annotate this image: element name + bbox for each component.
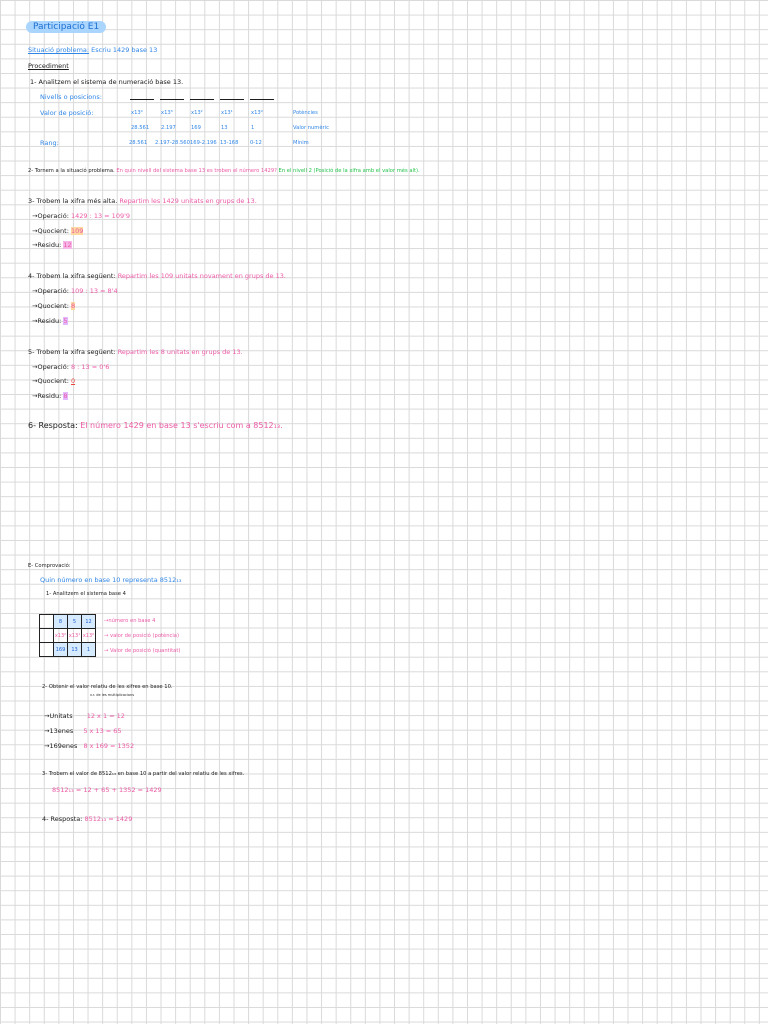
quotient-value: 8 [70, 302, 76, 310]
levels-label: Nivells o posicions: [40, 93, 102, 101]
op-value: 1429 : 13 = 109'9 [70, 212, 131, 220]
residue-value: 12 [63, 241, 72, 249]
residue-label: →Residu: [32, 241, 62, 249]
units-line [44, 712, 125, 720]
step1-heading: 1- Analitzem el sistema de numeració base 13. [30, 78, 184, 86]
range-1: 13-168 [220, 140, 239, 146]
value-2: 169 [191, 125, 201, 131]
table-cell [40, 643, 54, 657]
numeric-value-note: Valor numèric [293, 125, 329, 131]
table-digit: 8 [54, 615, 68, 629]
table-quantity: 1 [82, 643, 96, 657]
step3-quotient [32, 227, 83, 235]
check-question: Quin número en base 10 representa 8512₁₃ [40, 576, 182, 584]
step3-line [28, 197, 257, 205]
step4-text: Repartim les 109 unitats novament en grups de 13. [117, 272, 286, 280]
step3-label: 3- Trobem la xifra més alta. [28, 197, 118, 205]
table-digit: 5 [68, 615, 82, 629]
page-title [26, 14, 106, 33]
level-slot-0 [250, 99, 274, 100]
step2-answer: En el nivell 2 [278, 168, 312, 174]
situation-text: Escriu 1429 base 13 [91, 46, 158, 54]
thirteens-line [44, 727, 122, 735]
check-sub2: 2- Obtenir el valor relatiu de les xifres en base 10. [42, 684, 173, 690]
step5-line [28, 348, 243, 356]
residue-label: →Residu: [32, 392, 62, 400]
table-power: x13² [54, 629, 68, 643]
step3-residue [32, 241, 72, 249]
final-answer-value: 8512₁₃ = 1429 [84, 815, 133, 823]
base-table [39, 614, 96, 657]
power-3: x13³ [161, 110, 173, 116]
step5-text: Repartim les 8 unitats en grups de 13. [117, 348, 243, 356]
step4-op [32, 287, 118, 295]
table-digit: 12 [82, 615, 96, 629]
c169-line [44, 742, 134, 750]
check-sub2-note: v.r. de les multiplicacions [90, 693, 135, 697]
table-arrow-note-1: →número en base 4 [104, 618, 156, 624]
position-value-label: Valor de posició: [40, 109, 94, 117]
range-label: Rang: [40, 139, 59, 147]
level-slot-3 [160, 99, 184, 100]
final-answer-label: 4- Resposta: [42, 815, 83, 823]
quotient-label: →Quocient: [32, 302, 69, 310]
range-3: 2.197-28.560 [155, 140, 190, 146]
residue-label: →Residu: [32, 317, 62, 325]
power-4: x13⁴ [131, 110, 143, 116]
value-0: 1 [251, 125, 255, 131]
quotient-label: →Quocient: [32, 377, 69, 385]
c169-value: 8 x 169 = 1352 [83, 742, 135, 750]
step6-label: 6- Resposta: [28, 421, 78, 430]
step3-text: Repartim les 1429 unitats en grups de 13. [119, 197, 257, 205]
situation-line [28, 46, 157, 54]
step5-residue [32, 392, 68, 400]
level-slot-4 [130, 99, 154, 100]
power-1: x13¹ [221, 110, 233, 116]
procediment-heading: Procediment [28, 62, 69, 70]
power-2: x13² [191, 110, 203, 116]
units-value: 12 x 1 = 12 [86, 712, 125, 720]
table-quantity: 169 [54, 643, 68, 657]
check-sub1: 1- Analitzem el sistema base 4 [46, 591, 126, 597]
step3-op [32, 212, 130, 220]
step4-residue [32, 317, 68, 325]
step2-label: 2- Tornem a la situació problema. [28, 168, 115, 174]
op-label: →Operació: [32, 212, 69, 220]
table-cell [40, 615, 54, 629]
value-1: 13 [221, 125, 228, 131]
quotient-label: →Quocient: [32, 227, 69, 235]
powers-note: Potències [293, 110, 318, 116]
step4-quotient [32, 302, 75, 310]
range-4: 28.561 [129, 140, 148, 146]
step5-op [32, 363, 109, 371]
step2-note: (Posició de la xifra amb el valor més alt). [313, 168, 420, 174]
value-3: 2.197 [161, 125, 176, 131]
table-arrow-note-3: → Valor de posició (quantitat) [104, 648, 181, 654]
level-slot-2 [190, 99, 214, 100]
step2-question: En quin nivell del sistema base 13 es troben el número 1429? [116, 168, 277, 174]
minimum-note: Mínim [293, 140, 309, 146]
range-0: 0-12 [250, 140, 262, 146]
residue-value: 5 [63, 317, 68, 325]
power-0: x13⁰ [251, 110, 263, 116]
range-2: 169-2.196 [190, 140, 217, 146]
check-sub3: 3- Trobem el valor de 8512₁₃ en base 10 a partir del valor relatiu de les xifres. [42, 771, 245, 777]
op-label: →Operació: [32, 287, 69, 295]
situation-label: Situació problema: [28, 46, 90, 54]
title-text: Participació E1 [26, 21, 106, 33]
step4-label: 4- Trobem la xifra següent: [28, 272, 116, 280]
step5-label: 5- Trobem la xifra següent: [28, 348, 116, 356]
step6-text: El número 1429 en base 13 s'escriu com a 8512₁₃. [80, 421, 283, 430]
level-slot-1 [220, 99, 244, 100]
table-power: x13¹ [68, 629, 82, 643]
quotient-value: 109 [70, 227, 84, 235]
check-sum: 8512₁₃ = 12 + 65 + 1352 = 1429 [52, 786, 162, 794]
thirteens-value: 5 x 13 = 65 [83, 727, 122, 735]
op-value: 109 : 13 = 8'4 [70, 287, 118, 295]
op-label: →Operació: [32, 363, 69, 371]
check-label: E- Comprovació: [28, 563, 71, 569]
table-arrow-note-2: → valor de posició (potència) [104, 633, 180, 639]
step2-line [28, 168, 420, 174]
step5-quotient [32, 377, 75, 385]
residue-value: 8 [63, 392, 68, 400]
table-power: x13⁰ [82, 629, 96, 643]
final-answer [42, 815, 132, 823]
op-value: 8 : 13 = 0'6 [70, 363, 110, 371]
step4-line [28, 272, 286, 280]
quotient-value: 0 [70, 377, 76, 385]
c169-label: →169enes [44, 742, 78, 750]
thirteens-label: →13enes [44, 727, 74, 735]
table-quantity: 13 [68, 643, 82, 657]
value-4: 28.561 [131, 125, 150, 131]
units-label: →Unitats [44, 712, 73, 720]
step6-line [28, 421, 283, 430]
table-cell [40, 629, 54, 643]
